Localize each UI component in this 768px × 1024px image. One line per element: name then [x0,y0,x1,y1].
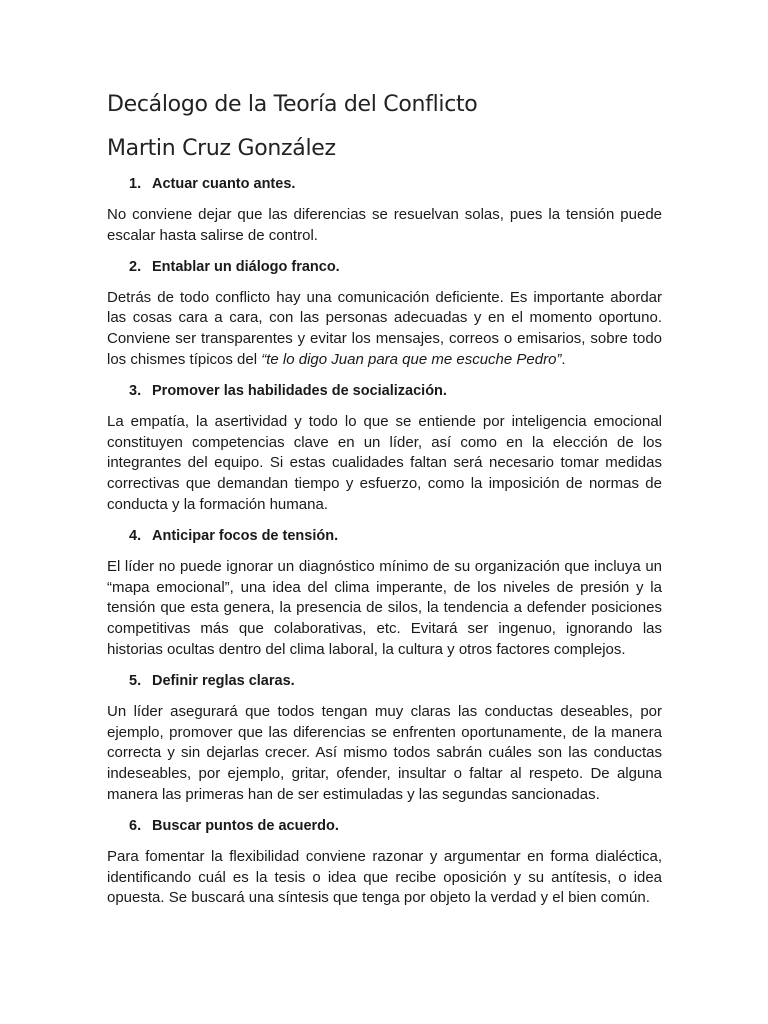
section-number: 6. [129,817,142,834]
section-4 [107,526,662,661]
section-title: Anticipar focos de tensión. [152,527,339,544]
section-paragraph: El líder no puede ignorar un diagnóstico mínimo de su organización que incluya un “mapa emocional”, una idea del clima imperante, de los niveles de presión y la tensión que esta genera, la presencia de silos, la tendencia a defender posiciones competitivas más que colaborativas, etc. Evitará ser ingenuo, ignorando las historias ocultas dentro del clima laboral, la cultura y otros factores complejos. [107,557,662,658]
section-3 [107,381,662,516]
section-title: Buscar puntos de acuerdo. [152,817,339,834]
section-heading [107,381,662,401]
document-author: Martin Cruz González [107,136,336,161]
section-2 [107,257,662,371]
section-paragraph: Un líder asegurará que todos tengan muy claras las conductas deseables, por ejemplo, promover que las diferencias se enfrenten oportunamente, de la manera correcta y sin dejarlas crecer. Así mismo todos sabrán cuáles son las conductas indeseables, por ejemplo, gritar, ofender, insultar o faltar al respeto. De alguna manera las primeras han de ser estimuladas y las segundas sancionadas. [107,702,662,803]
section-6 [107,816,662,909]
section-5 [107,671,662,806]
section-heading [107,671,662,691]
section-title: Promover las habilidades de socialización. [152,382,447,399]
section-heading [107,816,662,836]
paragraph-text: Detrás de todo conflicto hay una comunicación deficiente. Es importante abordar las cosas cara a cara, con las personas adecuadas y en el momento oportuno. Conviene ser transparentes y evitar los mensajes, correos o emisarios, sobre todo los chismes típicos del [107,288,662,368]
section-number: 1. [129,176,142,192]
section-paragraph [107,288,662,371]
section-title: Entablar un diálogo franco. [152,258,340,275]
section-paragraph: La empatía, la asertividad y todo lo que se entiende por inteligencia emocional constituyen competencias clave en un líder, así como en la elección de los integrantes del equipo. Si estas cualidades faltan será necesario tomar medidas correctivas que demandan tiempo y esfuerzo, como la imposición de normas de conducta y la formación humana. [107,412,662,513]
section-number: 5. [129,672,142,689]
section-1 [107,174,662,247]
section-title: Definir reglas claras. [152,672,295,689]
paragraph-end: . [561,350,566,368]
section-paragraph: No conviene dejar que las diferencias se resuelvan solas, pues la tensión puede escalar hasta salirse de control. [107,206,662,244]
section-number: 4. [129,527,142,544]
section-number: 2. [129,258,142,275]
document-title: Decálogo de la Teoría del Conflicto [107,92,478,117]
section-heading [107,526,662,546]
document-page [107,90,662,919]
quoted-saying: “te lo digo Juan para que me escuche Pedro” [261,350,562,368]
section-heading [107,257,662,277]
section-number: 3. [129,382,142,399]
section-title: Actuar cuanto antes. [152,176,296,192]
section-paragraph: Para fomentar la flexibilidad conviene razonar y argumentar en forma dialéctica, identificando cuál es la tesis o idea que recibe oposición y su antítesis, o idea opuesta. Se buscará una síntesis que tenga por objeto la verdad y el bien común. [107,847,662,907]
section-heading [107,174,662,194]
